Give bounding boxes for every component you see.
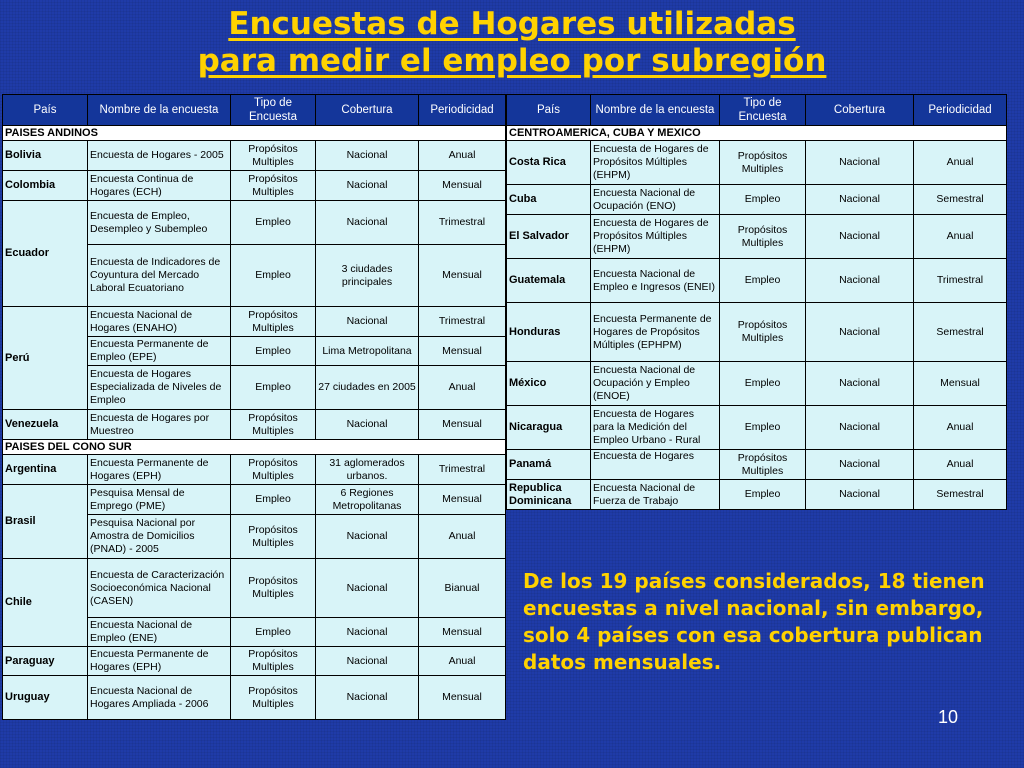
table-row	[507, 259, 1007, 303]
survey-periodicity: Semestral	[914, 303, 1007, 362]
country-cell: Honduras	[507, 303, 591, 362]
survey-name: Encuesta de Hogares	[591, 450, 720, 480]
survey-type: Empleo	[231, 337, 316, 366]
survey-coverage: Nacional	[316, 618, 419, 647]
survey-type: Propósitos Multiples	[231, 647, 316, 676]
survey-coverage: Nacional	[806, 362, 914, 406]
survey-periodicity: Mensual	[419, 245, 506, 307]
survey-type: Propósitos Multiples	[231, 515, 316, 559]
survey-periodicity: Anual	[419, 366, 506, 410]
table-row	[3, 141, 506, 171]
survey-type: Empleo	[231, 366, 316, 410]
survey-type: Empleo	[231, 201, 316, 245]
survey-type: Propósitos Multiples	[720, 303, 806, 362]
table-row	[507, 450, 1007, 480]
table-row	[507, 362, 1007, 406]
header-tipo: Tipo de Encuesta	[720, 95, 806, 126]
country-cell: Brasil	[3, 485, 88, 559]
survey-coverage: 3 ciudades principales	[316, 245, 419, 307]
survey-name: Encuesta de Hogares por Muestreo	[88, 410, 231, 440]
survey-type: Propósitos Multiples	[231, 307, 316, 337]
header-row	[3, 95, 506, 126]
survey-periodicity: Mensual	[419, 337, 506, 366]
survey-coverage: Nacional	[806, 303, 914, 362]
survey-name: Encuesta Nacional de Empleo (ENE)	[88, 618, 231, 647]
survey-coverage: 31 aglomerados urbanos.	[316, 455, 419, 485]
country-cell: Paraguay	[3, 647, 88, 676]
table-row	[3, 410, 506, 440]
country-cell: Argentina	[3, 455, 88, 485]
country-cell: México	[507, 362, 591, 406]
survey-type: Propósitos Multiples	[231, 676, 316, 720]
survey-name: Encuesta de Hogares de Propósitos Múltiples (EHPM)	[591, 141, 720, 185]
header-cobertura: Cobertura	[806, 95, 914, 126]
surveys-table-left	[2, 94, 506, 720]
section-cono-sur: PAISES DEL CONO SUR	[3, 440, 506, 455]
survey-periodicity: Mensual	[419, 410, 506, 440]
survey-name: Pesquisa Nacional por Amostra de Domicilios (PNAD) - 2005	[88, 515, 231, 559]
country-cell: Cuba	[507, 185, 591, 215]
survey-name: Encuesta de Hogares Especializada de Niveles de Empleo	[88, 366, 231, 410]
survey-type: Propósitos Multiples	[231, 410, 316, 440]
survey-type: Empleo	[720, 480, 806, 510]
header-pais: País	[507, 95, 591, 126]
country-cell: El Salvador	[507, 215, 591, 259]
title-line-1: Encuestas de Hogares utilizadas	[228, 6, 796, 42]
survey-type: Empleo	[720, 259, 806, 303]
survey-name: Encuesta de Indicadores de Coyuntura del Mercado Laboral Ecuatoriano	[88, 245, 231, 307]
survey-name: Encuesta Nacional de Fuerza de Trabajo	[591, 480, 720, 510]
survey-periodicity: Trimestral	[419, 455, 506, 485]
survey-type: Propósitos Multiples	[231, 141, 316, 171]
survey-type: Empleo	[231, 245, 316, 307]
country-cell: Ecuador	[3, 201, 88, 307]
survey-name: Encuesta Nacional de Hogares Ampliada - 2006	[88, 676, 231, 720]
summary-note: De los 19 países considerados, 18 tienen encuestas a nivel nacional, sin embargo, solo 4 países con esa cobertura publican datos mensuales.	[523, 569, 985, 674]
survey-coverage: Nacional	[806, 480, 914, 510]
table-row	[507, 303, 1007, 362]
country-cell: Perú	[3, 307, 88, 410]
table-row	[507, 406, 1007, 450]
survey-type: Empleo	[720, 406, 806, 450]
survey-coverage: 6 Regiones Metropolitanas	[316, 485, 419, 515]
survey-periodicity: Trimestral	[419, 307, 506, 337]
survey-coverage: Nacional	[316, 201, 419, 245]
title-line-2: para medir el empleo por subregión	[197, 43, 827, 79]
survey-coverage: Lima Metropolitana	[316, 337, 419, 366]
survey-name: Encuesta de Hogares - 2005	[88, 141, 231, 171]
country-cell: Bolivia	[3, 141, 88, 171]
survey-periodicity: Bianual	[419, 559, 506, 618]
survey-periodicity: Mensual	[419, 676, 506, 720]
header-periodicidad: Periodicidad	[914, 95, 1007, 126]
header-nombre: Nombre de la encuesta	[591, 95, 720, 126]
survey-periodicity: Anual	[914, 141, 1007, 185]
survey-name: Encuesta de Hogares para la Medición del Empleo Urbano - Rural	[591, 406, 720, 450]
survey-name: Encuesta de Caracterización Socioeconómica Nacional (CASEN)	[88, 559, 231, 618]
survey-coverage: Nacional	[316, 307, 419, 337]
survey-type: Empleo	[720, 185, 806, 215]
survey-periodicity: Anual	[419, 141, 506, 171]
survey-coverage: Nacional	[316, 647, 419, 676]
survey-coverage: Nacional	[316, 559, 419, 618]
survey-type: Propósitos Multiples	[720, 450, 806, 480]
survey-coverage: Nacional	[316, 171, 419, 201]
survey-periodicity: Trimestral	[914, 259, 1007, 303]
survey-periodicity: Mensual	[419, 171, 506, 201]
table-row	[507, 141, 1007, 185]
survey-type: Propósitos Multiples	[231, 171, 316, 201]
survey-name: Encuesta Nacional de Hogares (ENAHO)	[88, 307, 231, 337]
slide-title	[0, 6, 1024, 80]
survey-coverage: Nacional	[806, 450, 914, 480]
survey-periodicity: Anual	[914, 215, 1007, 259]
survey-periodicity: Mensual	[419, 618, 506, 647]
survey-name: Encuesta de Empleo, Desempleo y Subempleo	[88, 201, 231, 245]
survey-name: Pesquisa Mensal de Emprego (PME)	[88, 485, 231, 515]
survey-coverage: Nacional	[806, 185, 914, 215]
survey-type: Propósitos Multiples	[720, 141, 806, 185]
survey-periodicity: Mensual	[419, 485, 506, 515]
section-paises-andinos: PAISES ANDINOS	[3, 126, 506, 141]
table-row	[507, 215, 1007, 259]
survey-name: Encuesta Nacional de Ocupación y Empleo (ENOE)	[591, 362, 720, 406]
table-row	[507, 480, 1007, 510]
country-cell: Nicaragua	[507, 406, 591, 450]
header-periodicidad: Periodicidad	[419, 95, 506, 126]
survey-coverage: Nacional	[806, 141, 914, 185]
survey-periodicity: Semestral	[914, 185, 1007, 215]
country-cell: Republica Dominicana	[507, 480, 591, 510]
survey-name: Encuesta Permanente de Hogares de Propósitos Múltiples (EPHPM)	[591, 303, 720, 362]
table-row	[3, 201, 506, 245]
survey-name: Encuesta Nacional de Ocupación (ENO)	[591, 185, 720, 215]
header-tipo: Tipo de Encuesta	[231, 95, 316, 126]
survey-name: Encuesta Permanente de Hogares (EPH)	[88, 455, 231, 485]
header-nombre: Nombre de la encuesta	[88, 95, 231, 126]
survey-coverage: Nacional	[316, 410, 419, 440]
survey-name: Encuesta Permanente de Empleo (EPE)	[88, 337, 231, 366]
survey-type: Propósitos Multiples	[231, 455, 316, 485]
header-cobertura: Cobertura	[316, 95, 419, 126]
header-pais: País	[3, 95, 88, 126]
survey-coverage: Nacional	[806, 259, 914, 303]
survey-coverage: Nacional	[316, 141, 419, 171]
table-row	[3, 647, 506, 676]
survey-type: Propósitos Multiples	[231, 559, 316, 618]
country-cell: Panamá	[507, 450, 591, 480]
country-cell: Colombia	[3, 171, 88, 201]
country-cell: Guatemala	[507, 259, 591, 303]
country-cell: Uruguay	[3, 676, 88, 720]
survey-periodicity: Anual	[914, 450, 1007, 480]
survey-coverage: Nacional	[316, 515, 419, 559]
table-row	[3, 676, 506, 720]
survey-coverage: Nacional	[806, 406, 914, 450]
survey-coverage: Nacional	[806, 215, 914, 259]
survey-name: Encuesta Permanente de Hogares (EPH)	[88, 647, 231, 676]
country-cell: Venezuela	[3, 410, 88, 440]
page-number: 10	[938, 707, 959, 727]
survey-name: Encuesta Nacional de Empleo e Ingresos (ENEI)	[591, 259, 720, 303]
country-cell: Chile	[3, 559, 88, 647]
table-row	[3, 559, 506, 618]
section-centroamerica: CENTROAMERICA, CUBA Y MEXICO	[507, 126, 1007, 141]
survey-type: Empleo	[231, 485, 316, 515]
header-row	[507, 95, 1007, 126]
survey-type: Empleo	[231, 618, 316, 647]
survey-periodicity: Anual	[419, 515, 506, 559]
country-cell: Costa Rica	[507, 141, 591, 185]
table-row	[3, 307, 506, 337]
table-row	[507, 185, 1007, 215]
survey-periodicity: Anual	[419, 647, 506, 676]
table-row	[3, 485, 506, 515]
survey-periodicity: Anual	[914, 406, 1007, 450]
table-row	[3, 455, 506, 485]
survey-type: Empleo	[720, 362, 806, 406]
survey-periodicity: Mensual	[914, 362, 1007, 406]
survey-periodicity: Trimestral	[419, 201, 506, 245]
survey-name: Encuesta Continua de Hogares (ECH)	[88, 171, 231, 201]
survey-name: Encuesta de Hogares de Propósitos Múltiples (EHPM)	[591, 215, 720, 259]
survey-coverage: 27 ciudades en 2005	[316, 366, 419, 410]
survey-type: Propósitos Multiples	[720, 215, 806, 259]
table-row	[3, 171, 506, 201]
survey-coverage: Nacional	[316, 676, 419, 720]
survey-periodicity: Semestral	[914, 480, 1007, 510]
surveys-table-right	[506, 94, 1007, 510]
